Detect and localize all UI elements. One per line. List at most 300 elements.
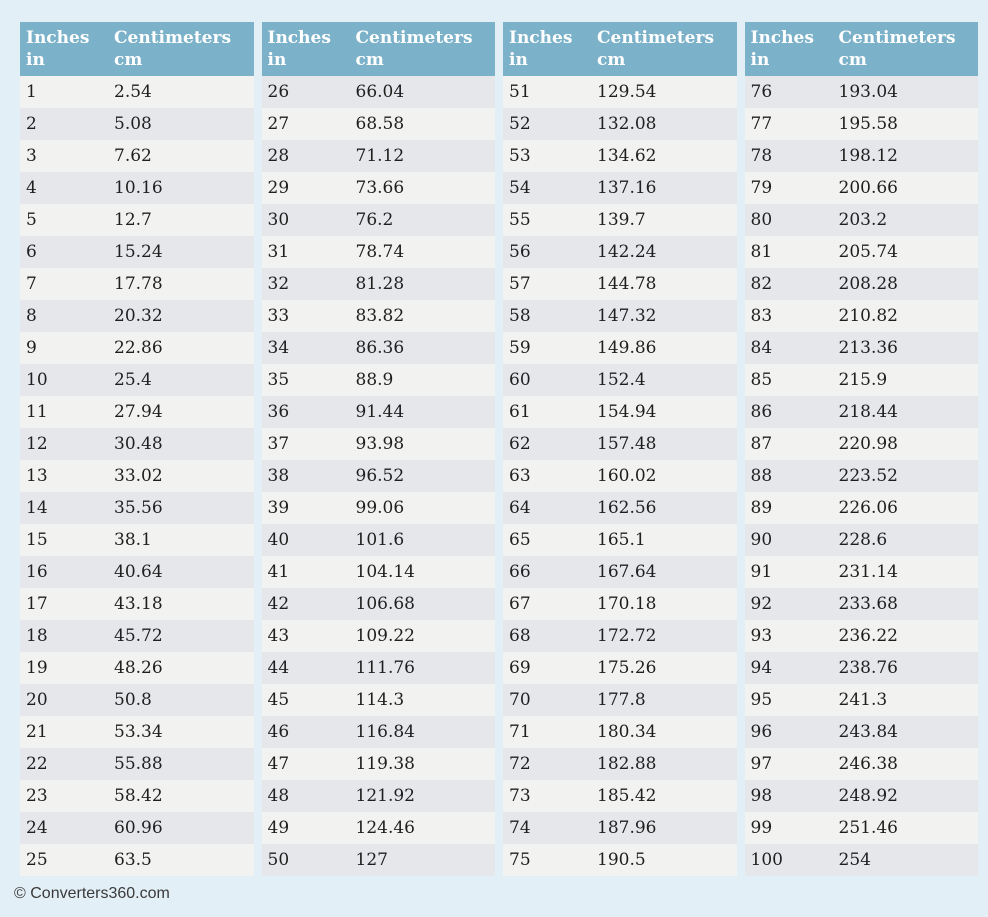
centimeters-cell: 200.66 bbox=[833, 172, 979, 204]
table-row bbox=[503, 332, 737, 364]
table-row bbox=[745, 556, 979, 588]
centimeters-cell: 241.3 bbox=[833, 684, 979, 716]
inches-cell: 63 bbox=[503, 460, 591, 492]
inches-cell: 6 bbox=[20, 236, 108, 268]
table-row bbox=[262, 652, 496, 684]
inches-cell: 34 bbox=[262, 332, 350, 364]
centimeters-cell: 203.2 bbox=[833, 204, 979, 236]
centimeters-cell: 215.9 bbox=[833, 364, 979, 396]
centimeters-cell: 58.42 bbox=[108, 780, 254, 812]
table-row bbox=[262, 268, 496, 300]
inches-header-unit: in bbox=[26, 50, 45, 70]
centimeters-cell: 208.28 bbox=[833, 268, 979, 300]
centimeters-cell: 228.6 bbox=[833, 524, 979, 556]
inches-cell: 29 bbox=[262, 172, 350, 204]
inches-cell: 53 bbox=[503, 140, 591, 172]
inches-header-label: Inches bbox=[750, 28, 814, 48]
centimeters-cell: 170.18 bbox=[591, 588, 737, 620]
centimeters-cell: 154.94 bbox=[591, 396, 737, 428]
centimeters-cell: 231.14 bbox=[833, 556, 979, 588]
centimeters-cell: 20.32 bbox=[108, 300, 254, 332]
centimeters-cell: 152.4 bbox=[591, 364, 737, 396]
centimeters-cell: 165.1 bbox=[591, 524, 737, 556]
inches-cell: 89 bbox=[745, 492, 833, 524]
inches-cell: 31 bbox=[262, 236, 350, 268]
centimeters-column-header bbox=[108, 22, 254, 76]
table-row bbox=[20, 268, 254, 300]
centimeters-cell: 226.06 bbox=[833, 492, 979, 524]
table-row bbox=[745, 844, 979, 876]
table-row bbox=[262, 460, 496, 492]
table-wrap-2 bbox=[262, 22, 496, 876]
inches-header-unit: in bbox=[267, 50, 287, 70]
centimeters-cell: 180.34 bbox=[591, 716, 737, 748]
centimeters-cell: 50.8 bbox=[108, 684, 254, 716]
centimeters-cell: 40.64 bbox=[108, 556, 254, 588]
inches-to-cm-table-1 bbox=[20, 22, 254, 876]
inches-cell: 91 bbox=[745, 556, 833, 588]
centimeters-cell: 198.12 bbox=[833, 140, 979, 172]
inches-cell: 60 bbox=[503, 364, 591, 396]
centimeters-cell: 27.94 bbox=[108, 396, 254, 428]
table-row bbox=[262, 204, 496, 236]
table-row bbox=[20, 300, 254, 332]
centimeters-cell: 93.98 bbox=[350, 428, 496, 460]
table-row bbox=[262, 620, 496, 652]
centimeters-cell: 35.56 bbox=[108, 492, 254, 524]
inches-cell: 10 bbox=[20, 364, 108, 396]
table-row bbox=[262, 140, 496, 172]
table-row bbox=[503, 396, 737, 428]
inches-cell: 17 bbox=[20, 588, 108, 620]
inches-cell: 13 bbox=[20, 460, 108, 492]
inches-cell: 88 bbox=[745, 460, 833, 492]
centimeters-cell: 190.5 bbox=[591, 844, 737, 876]
inches-cell: 19 bbox=[20, 652, 108, 684]
inches-cell: 55 bbox=[503, 204, 591, 236]
inches-cell: 35 bbox=[262, 364, 350, 396]
inches-cell: 95 bbox=[745, 684, 833, 716]
centimeters-cell: 45.72 bbox=[108, 620, 254, 652]
centimeters-cell: 160.02 bbox=[591, 460, 737, 492]
inches-cell: 39 bbox=[262, 492, 350, 524]
table-row bbox=[262, 556, 496, 588]
centimeters-column-header bbox=[591, 22, 737, 76]
table-row bbox=[262, 396, 496, 428]
inches-cell: 58 bbox=[503, 300, 591, 332]
inches-cell: 77 bbox=[745, 108, 833, 140]
centimeters-cell: 116.84 bbox=[350, 716, 496, 748]
inches-cell: 74 bbox=[503, 812, 591, 844]
inches-cell: 4 bbox=[20, 172, 108, 204]
centimeters-cell: 38.1 bbox=[108, 524, 254, 556]
inches-column-header bbox=[20, 22, 108, 76]
table-row bbox=[262, 300, 496, 332]
tables-container bbox=[20, 22, 978, 876]
inches-cell: 42 bbox=[262, 588, 350, 620]
centimeters-cell: 114.3 bbox=[350, 684, 496, 716]
table-row bbox=[503, 204, 737, 236]
centimeters-header-unit: cm bbox=[114, 50, 143, 70]
table-row bbox=[262, 492, 496, 524]
centimeters-cell: 10.16 bbox=[108, 172, 254, 204]
inches-cell: 32 bbox=[262, 268, 350, 300]
inches-to-cm-table-3 bbox=[503, 22, 737, 876]
centimeters-cell: 124.46 bbox=[350, 812, 496, 844]
centimeters-cell: 127 bbox=[350, 844, 496, 876]
centimeters-cell: 33.02 bbox=[108, 460, 254, 492]
table-row bbox=[503, 460, 737, 492]
inches-cell: 30 bbox=[262, 204, 350, 236]
table-row bbox=[503, 268, 737, 300]
table-row bbox=[20, 76, 254, 108]
table-row bbox=[262, 588, 496, 620]
centimeters-cell: 78.74 bbox=[350, 236, 496, 268]
table-row bbox=[262, 812, 496, 844]
table-row bbox=[745, 396, 979, 428]
table-row bbox=[20, 748, 254, 780]
table-row bbox=[503, 780, 737, 812]
header-row bbox=[20, 22, 254, 76]
inches-cell: 5 bbox=[20, 204, 108, 236]
table-wrap-3 bbox=[503, 22, 737, 876]
table-row bbox=[262, 76, 496, 108]
table-row bbox=[20, 844, 254, 876]
table-row bbox=[745, 812, 979, 844]
inches-cell: 25 bbox=[20, 844, 108, 876]
centimeters-cell: 177.8 bbox=[591, 684, 737, 716]
table-row bbox=[745, 76, 979, 108]
table-row bbox=[262, 428, 496, 460]
table-wrap-1 bbox=[20, 22, 254, 876]
centimeters-cell: 238.76 bbox=[833, 652, 979, 684]
table-row bbox=[745, 524, 979, 556]
inches-cell: 15 bbox=[20, 524, 108, 556]
centimeters-cell: 91.44 bbox=[350, 396, 496, 428]
centimeters-cell: 254 bbox=[833, 844, 979, 876]
table-row bbox=[262, 172, 496, 204]
inches-header-label: Inches bbox=[267, 28, 331, 48]
centimeters-cell: 172.72 bbox=[591, 620, 737, 652]
header-row bbox=[262, 22, 496, 76]
table-row bbox=[503, 588, 737, 620]
inches-cell: 68 bbox=[503, 620, 591, 652]
centimeters-cell: 195.58 bbox=[833, 108, 979, 140]
centimeters-cell: 7.62 bbox=[108, 140, 254, 172]
inches-cell: 14 bbox=[20, 492, 108, 524]
centimeters-cell: 175.26 bbox=[591, 652, 737, 684]
centimeters-header-label: Centimeters bbox=[114, 28, 232, 48]
inches-cell: 36 bbox=[262, 396, 350, 428]
centimeters-cell: 243.84 bbox=[833, 716, 979, 748]
inches-to-cm-table-4 bbox=[745, 22, 979, 876]
table-row bbox=[262, 748, 496, 780]
centimeters-cell: 182.88 bbox=[591, 748, 737, 780]
inches-cell: 22 bbox=[20, 748, 108, 780]
inches-cell: 73 bbox=[503, 780, 591, 812]
inches-column-header bbox=[745, 22, 833, 76]
inches-header-label: Inches bbox=[509, 28, 573, 48]
inches-cell: 90 bbox=[745, 524, 833, 556]
inches-cell: 100 bbox=[745, 844, 833, 876]
header-row bbox=[503, 22, 737, 76]
inches-cell: 96 bbox=[745, 716, 833, 748]
inches-cell: 11 bbox=[20, 396, 108, 428]
table-row bbox=[20, 588, 254, 620]
inches-cell: 66 bbox=[503, 556, 591, 588]
centimeters-cell: 129.54 bbox=[591, 76, 737, 108]
centimeters-cell: 88.9 bbox=[350, 364, 496, 396]
inches-cell: 23 bbox=[20, 780, 108, 812]
table-row bbox=[503, 556, 737, 588]
inches-cell: 40 bbox=[262, 524, 350, 556]
table-row bbox=[20, 428, 254, 460]
centimeters-cell: 139.7 bbox=[591, 204, 737, 236]
inches-cell: 65 bbox=[503, 524, 591, 556]
table-row bbox=[503, 172, 737, 204]
inches-cell: 81 bbox=[745, 236, 833, 268]
inches-cell: 76 bbox=[745, 76, 833, 108]
table-row bbox=[262, 684, 496, 716]
table-row bbox=[745, 748, 979, 780]
inches-cell: 61 bbox=[503, 396, 591, 428]
table-row bbox=[20, 652, 254, 684]
table-row bbox=[20, 396, 254, 428]
inches-cell: 2 bbox=[20, 108, 108, 140]
inches-cell: 85 bbox=[745, 364, 833, 396]
centimeters-column-header bbox=[350, 22, 496, 76]
centimeters-cell: 104.14 bbox=[350, 556, 496, 588]
table-row bbox=[20, 492, 254, 524]
centimeters-cell: 246.38 bbox=[833, 748, 979, 780]
centimeters-cell: 157.48 bbox=[591, 428, 737, 460]
inches-cell: 8 bbox=[20, 300, 108, 332]
table-row bbox=[20, 364, 254, 396]
table-row bbox=[745, 332, 979, 364]
table-row bbox=[503, 524, 737, 556]
centimeters-cell: 63.5 bbox=[108, 844, 254, 876]
inches-cell: 84 bbox=[745, 332, 833, 364]
centimeters-cell: 142.24 bbox=[591, 236, 737, 268]
table-row bbox=[262, 236, 496, 268]
centimeters-cell: 149.86 bbox=[591, 332, 737, 364]
inches-cell: 49 bbox=[262, 812, 350, 844]
centimeters-cell: 121.92 bbox=[350, 780, 496, 812]
table-row bbox=[503, 620, 737, 652]
inches-cell: 92 bbox=[745, 588, 833, 620]
table-row bbox=[262, 332, 496, 364]
inches-cell: 70 bbox=[503, 684, 591, 716]
centimeters-cell: 15.24 bbox=[108, 236, 254, 268]
table-row bbox=[20, 716, 254, 748]
inches-cell: 46 bbox=[262, 716, 350, 748]
inches-cell: 7 bbox=[20, 268, 108, 300]
table-row bbox=[503, 108, 737, 140]
table-row bbox=[503, 812, 737, 844]
centimeters-cell: 106.68 bbox=[350, 588, 496, 620]
centimeters-cell: 167.64 bbox=[591, 556, 737, 588]
centimeters-cell: 111.76 bbox=[350, 652, 496, 684]
centimeters-cell: 134.62 bbox=[591, 140, 737, 172]
table-row bbox=[20, 620, 254, 652]
centimeters-cell: 30.48 bbox=[108, 428, 254, 460]
table-row bbox=[20, 812, 254, 844]
inches-cell: 56 bbox=[503, 236, 591, 268]
inches-cell: 43 bbox=[262, 620, 350, 652]
inches-cell: 78 bbox=[745, 140, 833, 172]
centimeters-cell: 220.98 bbox=[833, 428, 979, 460]
table-row bbox=[262, 844, 496, 876]
centimeters-header-unit: cm bbox=[355, 50, 384, 70]
inches-cell: 33 bbox=[262, 300, 350, 332]
centimeters-cell: 236.22 bbox=[833, 620, 979, 652]
inches-cell: 27 bbox=[262, 108, 350, 140]
inches-header-unit: in bbox=[509, 50, 528, 70]
table-row bbox=[503, 140, 737, 172]
centimeters-cell: 248.92 bbox=[833, 780, 979, 812]
table-row bbox=[20, 556, 254, 588]
inches-cell: 87 bbox=[745, 428, 833, 460]
centimeters-header-unit: cm bbox=[597, 50, 626, 70]
centimeters-cell: 86.36 bbox=[350, 332, 496, 364]
table-row bbox=[20, 140, 254, 172]
inches-cell: 48 bbox=[262, 780, 350, 812]
table-row bbox=[503, 492, 737, 524]
inches-column-header bbox=[262, 22, 350, 76]
inches-column-header bbox=[503, 22, 591, 76]
table-row bbox=[503, 76, 737, 108]
centimeters-cell: 17.78 bbox=[108, 268, 254, 300]
inches-cell: 79 bbox=[745, 172, 833, 204]
centimeters-cell: 218.44 bbox=[833, 396, 979, 428]
table-row bbox=[262, 524, 496, 556]
table-row bbox=[503, 652, 737, 684]
centimeters-cell: 109.22 bbox=[350, 620, 496, 652]
centimeters-cell: 233.68 bbox=[833, 588, 979, 620]
table-row bbox=[745, 460, 979, 492]
table-row bbox=[745, 716, 979, 748]
inches-header-label: Inches bbox=[26, 28, 90, 48]
inches-cell: 47 bbox=[262, 748, 350, 780]
centimeters-cell: 5.08 bbox=[108, 108, 254, 140]
table-row bbox=[745, 172, 979, 204]
header-row bbox=[745, 22, 979, 76]
centimeters-cell: 71.12 bbox=[350, 140, 496, 172]
centimeters-cell: 76.2 bbox=[350, 204, 496, 236]
inches-cell: 20 bbox=[20, 684, 108, 716]
table-row bbox=[503, 300, 737, 332]
centimeters-header-label: Centimeters bbox=[597, 28, 715, 48]
table-row bbox=[745, 204, 979, 236]
inches-cell: 80 bbox=[745, 204, 833, 236]
centimeters-cell: 25.4 bbox=[108, 364, 254, 396]
table-row bbox=[503, 236, 737, 268]
table-row bbox=[745, 140, 979, 172]
centimeters-cell: 147.32 bbox=[591, 300, 737, 332]
inches-cell: 64 bbox=[503, 492, 591, 524]
table-row bbox=[503, 716, 737, 748]
centimeters-cell: 60.96 bbox=[108, 812, 254, 844]
inches-cell: 59 bbox=[503, 332, 591, 364]
centimeters-cell: 187.96 bbox=[591, 812, 737, 844]
centimeters-cell: 185.42 bbox=[591, 780, 737, 812]
inches-cell: 54 bbox=[503, 172, 591, 204]
table-row bbox=[262, 780, 496, 812]
inches-cell: 9 bbox=[20, 332, 108, 364]
inches-cell: 71 bbox=[503, 716, 591, 748]
centimeters-cell: 48.26 bbox=[108, 652, 254, 684]
centimeters-header-label: Centimeters bbox=[355, 28, 473, 48]
table-row bbox=[262, 716, 496, 748]
table-row bbox=[503, 748, 737, 780]
table-row bbox=[20, 332, 254, 364]
centimeters-cell: 73.66 bbox=[350, 172, 496, 204]
inches-cell: 93 bbox=[745, 620, 833, 652]
centimeters-cell: 2.54 bbox=[108, 76, 254, 108]
table-row bbox=[745, 780, 979, 812]
table-row bbox=[20, 204, 254, 236]
table-row bbox=[745, 300, 979, 332]
centimeters-cell: 213.36 bbox=[833, 332, 979, 364]
centimeters-cell: 162.56 bbox=[591, 492, 737, 524]
table-row bbox=[745, 684, 979, 716]
table-wrap-4 bbox=[745, 22, 979, 876]
centimeters-cell: 68.58 bbox=[350, 108, 496, 140]
inches-cell: 3 bbox=[20, 140, 108, 172]
inches-cell: 28 bbox=[262, 140, 350, 172]
table-row bbox=[20, 524, 254, 556]
table-row bbox=[20, 172, 254, 204]
inches-cell: 99 bbox=[745, 812, 833, 844]
inches-cell: 37 bbox=[262, 428, 350, 460]
table-row bbox=[262, 364, 496, 396]
inches-cell: 98 bbox=[745, 780, 833, 812]
table-row bbox=[503, 364, 737, 396]
centimeters-cell: 193.04 bbox=[833, 76, 979, 108]
centimeters-cell: 132.08 bbox=[591, 108, 737, 140]
centimeters-cell: 12.7 bbox=[108, 204, 254, 236]
inches-cell: 12 bbox=[20, 428, 108, 460]
centimeters-header-label: Centimeters bbox=[838, 28, 956, 48]
table-row bbox=[503, 684, 737, 716]
table-row bbox=[503, 428, 737, 460]
inches-cell: 62 bbox=[503, 428, 591, 460]
table-row bbox=[745, 428, 979, 460]
inches-cell: 21 bbox=[20, 716, 108, 748]
table-row bbox=[20, 684, 254, 716]
copyright-text: © Converters360.com bbox=[14, 885, 170, 902]
inches-cell: 41 bbox=[262, 556, 350, 588]
table-row bbox=[20, 236, 254, 268]
inches-cell: 18 bbox=[20, 620, 108, 652]
centimeters-cell: 83.82 bbox=[350, 300, 496, 332]
centimeters-cell: 43.18 bbox=[108, 588, 254, 620]
inches-cell: 82 bbox=[745, 268, 833, 300]
centimeters-cell: 144.78 bbox=[591, 268, 737, 300]
centimeters-cell: 137.16 bbox=[591, 172, 737, 204]
table-row bbox=[745, 652, 979, 684]
inches-cell: 52 bbox=[503, 108, 591, 140]
inches-cell: 75 bbox=[503, 844, 591, 876]
centimeters-column-header bbox=[833, 22, 979, 76]
table-row bbox=[20, 460, 254, 492]
inches-cell: 83 bbox=[745, 300, 833, 332]
inches-cell: 1 bbox=[20, 76, 108, 108]
inches-cell: 97 bbox=[745, 748, 833, 780]
inches-header-unit: in bbox=[750, 50, 770, 70]
table-row bbox=[745, 492, 979, 524]
inches-cell: 44 bbox=[262, 652, 350, 684]
